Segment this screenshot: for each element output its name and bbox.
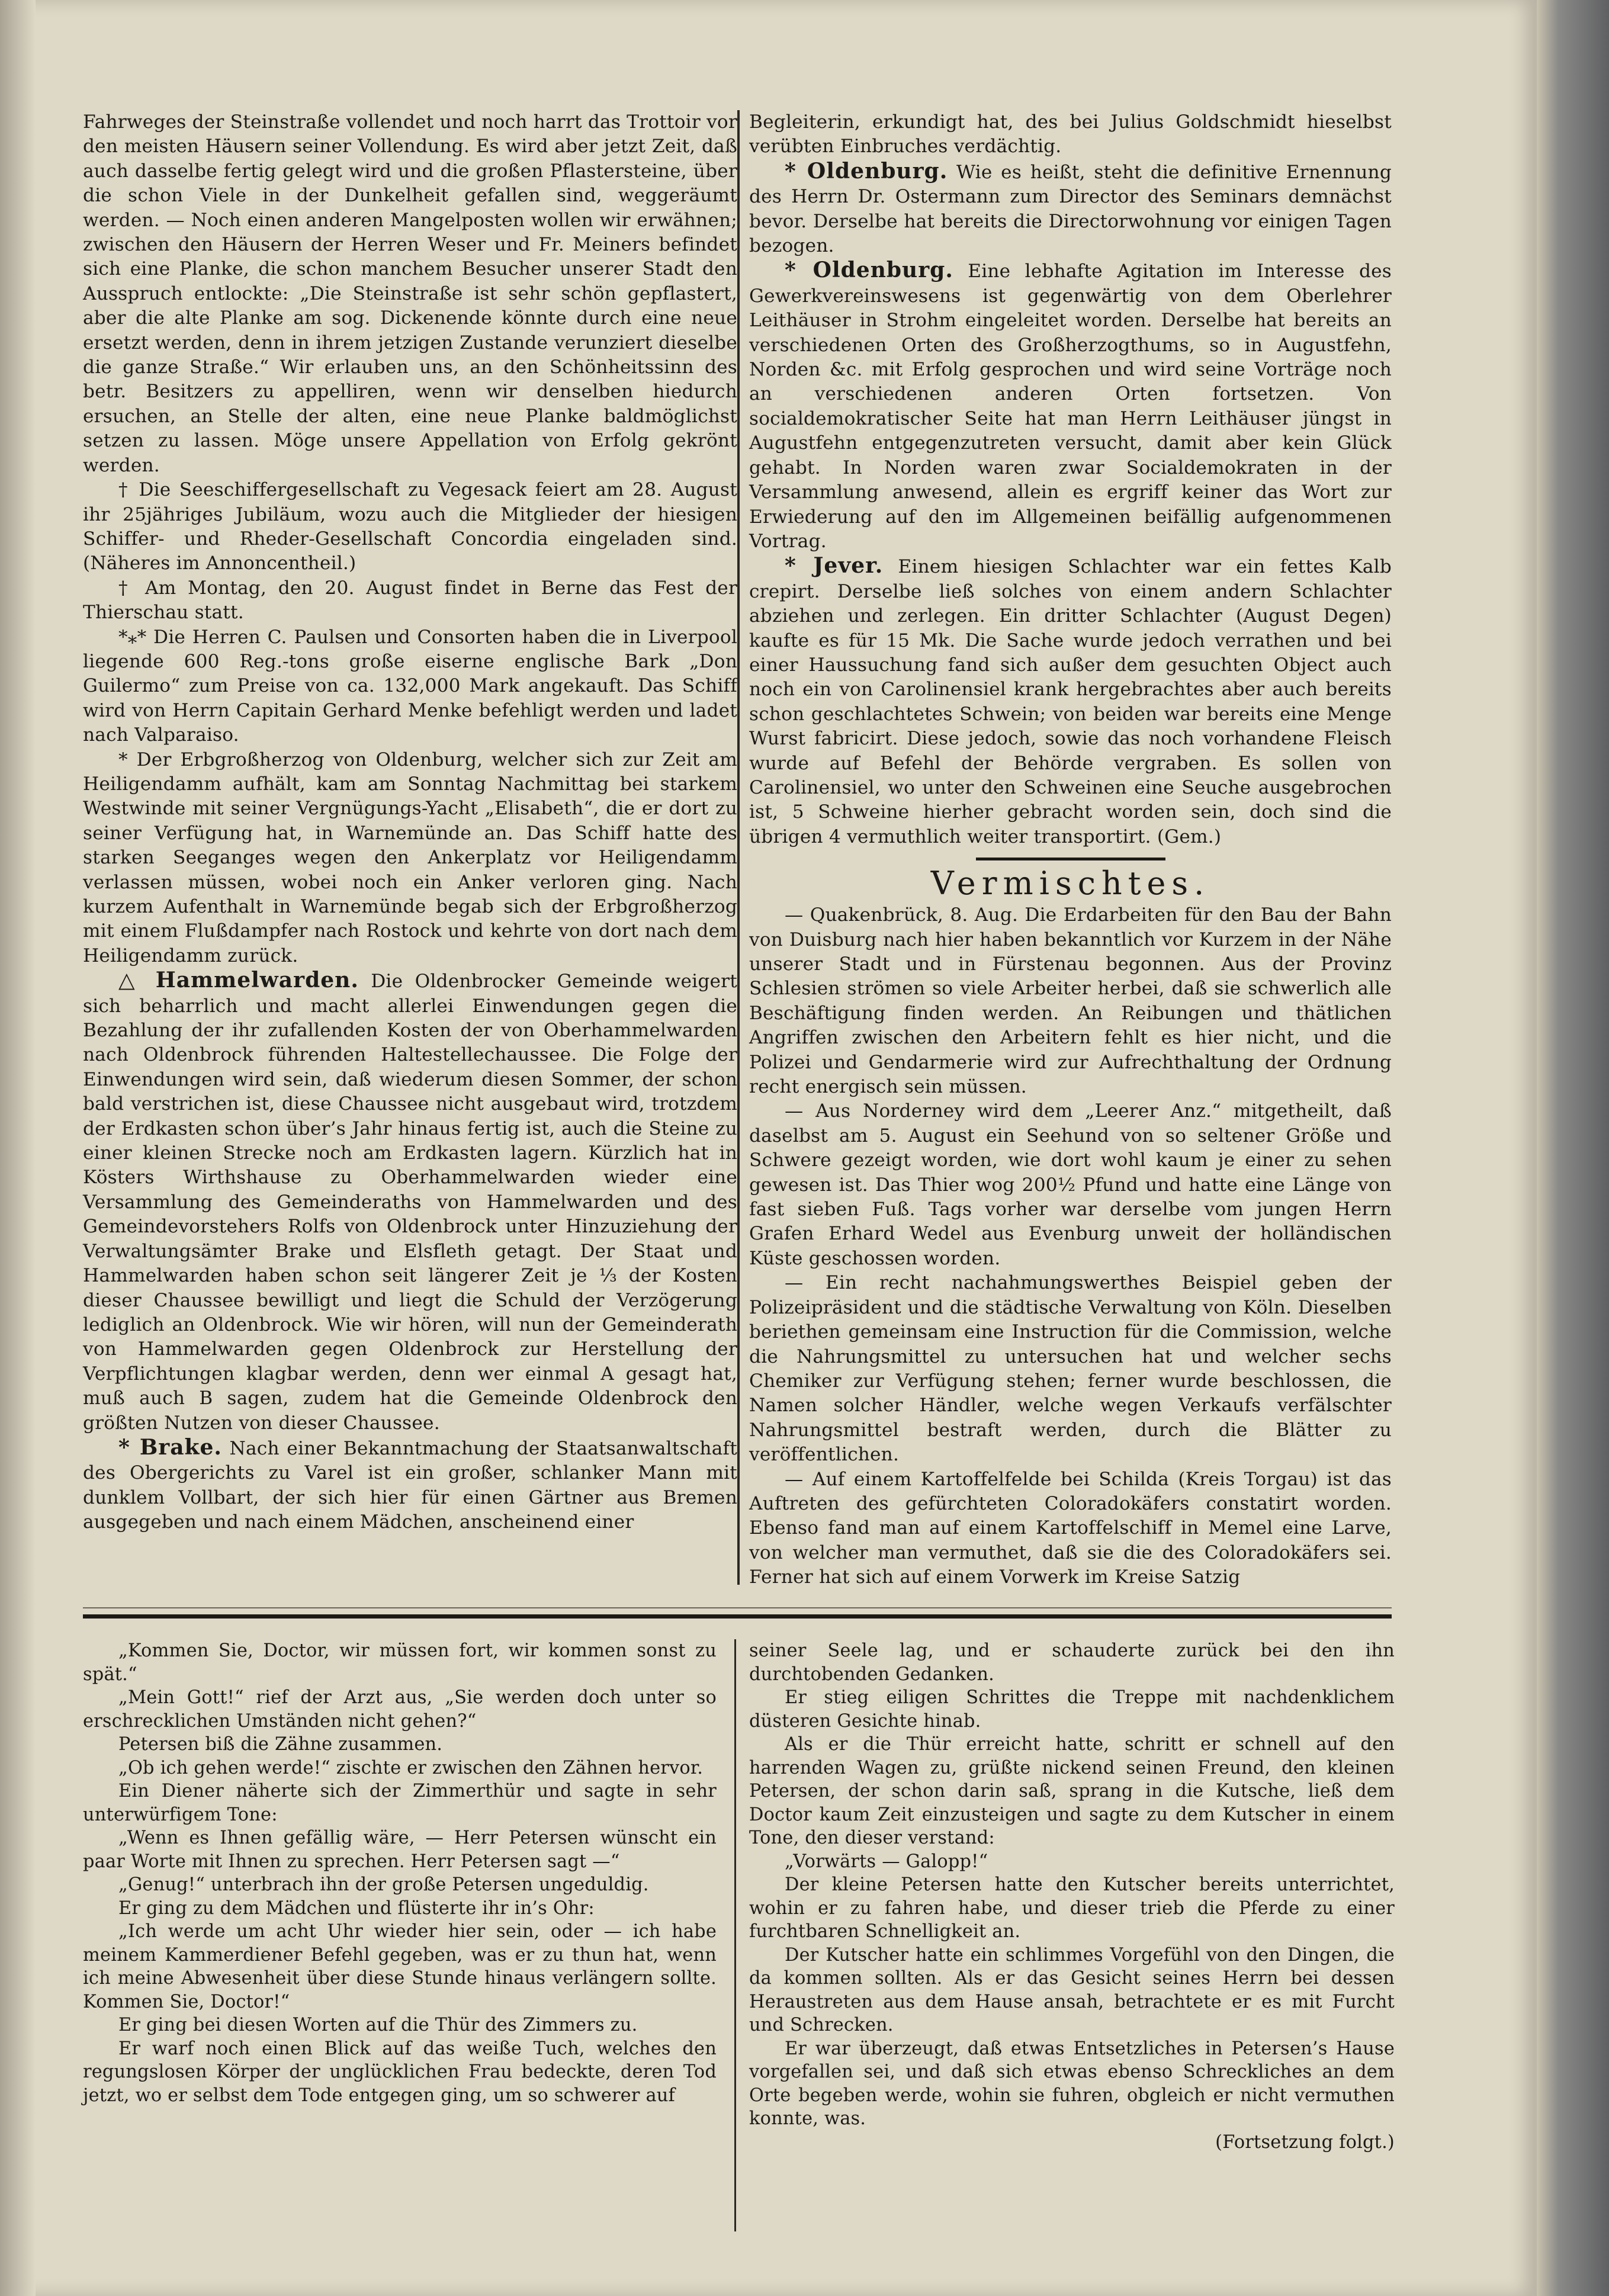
dateline: * Oldenburg. — [785, 158, 948, 184]
paragraph: * Der Erbgroßherzog von Oldenburg, welcher sich zur Zeit am Heiligendamm aufhält, kam am Sonntag Nachmittag bei starkem Westwinde mit seiner Vergnügungs-Yacht „Elisabeth“, die er dort zu seiner Verfügung hat, in Warnemünde an. Das Schiff hatte des starken Seeganges wegen den Ankerplatz vor Heiligendamm verlassen müssen, wobei noch ein Anker verloren ging. Nach kurzem Aufenthalt in Warnemünde begab sich der Erbgroßherzog mit einem Flußdampfer nach Rostock und kehrte von dort nach dem Heiligendamm zurück. — [83, 749, 737, 966]
article-text: Wie es heißt, steht die definitive Ernennung des Herrn Dr. Ostermann zum Director des Seminars demnächst bevor. Derselbe hat bereits die Directorwohnung vor einigen Tagen bezogen. — [749, 161, 1392, 257]
story-paragraph: Er stieg eiligen Schrittes die Treppe mit nachdenklichem düsteren Gesichte hinab. — [749, 1687, 1395, 1732]
article-brake — [83, 1436, 737, 1535]
story-paragraph: Als er die Thür erreicht hatte, schritt er schnell auf den harrenden Wagen zu, grüßte nickend seinen Freund, den kleinen Petersen, der schon darin saß, sprang in die Kutsche, ließ dem Doctor kaum Zeit einzusteigen und sagte zu dem Kutscher in einem Tone, den dieser verstand: — [749, 1734, 1395, 1848]
story-paragraph: Er warf noch einen Blick auf das weiße Tuch, welches den regungslosen Körper der unglücklichen Frau bedeckte, deren Tod jetzt, wo er selbst dem Tode entgegen ging, um so schwerer auf — [83, 2038, 717, 2106]
story-paragraph: „Vorwärts — Galopp!“ — [785, 1851, 988, 1872]
story-paragraph: „Kommen Sie, Doctor, wir müssen fort, wir kommen sonst zu spät.“ — [83, 1640, 717, 1685]
article-text: Die Oldenbrocker Gemeinde weigert sich beharrlich und macht allerlei Einwendungen gegen die Bezahlung der ihr zufallenden Kosten der von Oberhammelwarden nach Oldenbrock führenden Haltestellechaussee. Die Folge der Einwendungen wird sein, daß wiederum diesen Sommer, der schon bald verstrichen ist, diese Chaussee nicht ausgebaut wird, trotzdem der Erdkasten schon über’s Jahr hinaus fertig ist, auch die Steine zu einer kleinen Strecke noch am Erdkasten lagern. Kürzlich hat in Kösters Wirthshause zu Oberhammelwarden wieder eine Versammlung des Gemeinderaths von Hammelwarden und des Gemeindevorstehers Rolfs von Oldenbrock unter Hinzuziehung der Verwaltungsämter Brake und Elsfleth getagt. Der Staat und Hammelwarden haben schon seit längerer Zeit je ⅓ der Kosten dieser Chaussee bewilligt und liegt die Schuld der Verzögerung lediglich an Oldenbrock. Wie wir hören, will nun der Gemeinderath von Hammelwarden gegen Oldenbrock zur Herstellung der Verpflichtungen klagbar werden, denn wer einmal A gesagt hat, muß auch B sagen, zudem hat die Gemeinde Oldenbrock den größten Nutzen von dieser Chaussee. — [83, 971, 737, 1434]
story-paragraph: „Wenn es Ihnen gefällig wäre, — Herr Petersen wünscht ein paar Worte mit Ihnen zu sprechen. Herr Petersen sagt —“ — [83, 1828, 717, 1872]
feuilleton-rule-thin — [83, 1607, 1392, 1608]
news-item: — Auf einem Kartoffelfelde bei Schilda (Kreis Torgau) ist das Auftreten des gefürchteten Coloradokäfers constatirt worden. Ebenso fand man auf einem Kartoffelschiff in Memel eine Larve, von welcher man vermuthet, daß sie die des Coloradokäfers sei. Ferner hat sich auf einem Vorwerk im Kreise Satzig — [749, 1468, 1392, 1588]
story-paragraph: Der Kutscher hatte ein schlimmes Vorgefühl von den Dingen, die da kommen sollten. Als er das Gesicht seines Herrn bei dessen Heraustreten aus dem Hause ansah, betrachtete er es mit Furcht und Schrecken. — [749, 1944, 1395, 2035]
paragraph: Fahrweges der Steinstraße vollendet und noch harrt das Trottoir vor den meisten Häusern seiner Vollendung. Es wird aber jetzt Zeit, daß auch dasselbe fertig gelegt wird und die großen Pflastersteine, über die schon Viele in der Dunkelheit gefallen sind, weggeräumt werden. — Noch einen anderen Mangelposten wollen wir erwähnen; zwischen den Häusern der Herren Weser und Fr. Meiners befindet sich eine Planke, die schon manchem Besucher unserer Stadt den Ausspruch entlockte: „Die Steinstraße ist sehr schön gepflastert, aber die alte Planke am sog. Dickenende könnte durch eine neue ersetzt werden, denn in ihrem jetzigen Zustande verunziert dieselbe die ganze Straße.“ Wir erlauben uns, an den Schönheitssinn des betr. Besitzers zu appelliren, wenn wir denselben hiedurch ersuchen, an Stelle der alten, eine neue Planke baldmöglichst setzen zu lassen. Möge unsere Appellation von Erfolg gekrönt werden. — [83, 111, 737, 476]
dateline: * Oldenburg. — [785, 258, 953, 283]
article-oldenburg-2 — [749, 258, 1392, 554]
dateline: * Brake. — [118, 1434, 222, 1460]
story-paragraph: „Ob ich gehen werde!“ zischte er zwischen den Zähnen hervor. — [118, 1757, 704, 1778]
article-oldenburg-1 — [749, 159, 1392, 259]
story-paragraph: seiner Seele lag, und er schauderte zurück bei den ihn durchtobenden Gedanken. — [749, 1640, 1395, 1685]
column-divider — [737, 110, 740, 1585]
feuilleton-rule — [83, 1614, 1392, 1619]
article-jever — [749, 554, 1392, 849]
article-text: Eine lebhafte Agitation im Interesse des Gewerkvereinswesens ist gegenwärtig von dem Oberlehrer Leithäuser in Strohm eingeleitet worden. Derselbe hat bereits an verschiedenen Orten des Großherzogthums, so in Augustfehn, Norden &c. mit Erfolg gesprochen und wird seine Vorträge noch an verschiedenen anderen Orten fortsetzen. Von socialdemokratischer Seite hat man Herrn Leithäuser jüngst in Augustfehn entgegenzutreten versucht, damit aber kein Glück gehabt. In Norden waren zwar Socialdemokraten in der Versammlung anwesend, allein es ergriff keiner das Wort zur Erwiederung auf den im Allgemeinen beifällig aufgenommenen Vortrag. — [749, 261, 1392, 552]
story-paragraph: Er war überzeugt, daß etwas Entsetzliches in Petersen’s Hause vorgefallen sei, und daß sich etwas ebenso Schreckliches an dem Orte begeben werde, wohin sie fuhren, obgleich er nicht vermuthen konnte, was. — [749, 2038, 1395, 2129]
story-paragraph: „Ich werde um acht Uhr wieder hier sein, oder — ich habe meinem Kammerdiener Befehl gegeben, was er zu thun hat, wenn ich meine Abwesenheit über diese Stunde hinaus verlängern sollte. Kommen Sie, Doctor!“ — [83, 1921, 717, 2012]
story-paragraph: „Genug!“ unterbrach ihn der große Petersen ungeduldig. — [118, 1874, 649, 1895]
article-hammelwarden — [83, 968, 737, 1436]
feuilleton-left-column — [83, 1639, 717, 2107]
story-paragraph: Er ging bei diesen Worten auf die Thür des Zimmers zu. — [118, 2015, 638, 2035]
story-paragraph: Petersen biß die Zähne zusammen. — [118, 1734, 443, 1755]
paragraph: *⁎* Die Herren C. Paulsen und Consorten haben die in Liverpool liegende 600 Reg.-tons große eiserne englische Bark „Don Guilermo“ zum Preise von ca. 132,000 Mark angekauft. Das Schiff wird von Herrn Capitain Gerhard Menke befehligt werden und ladet nach Valparaiso. — [83, 626, 737, 746]
page-edge — [1537, 0, 1609, 2296]
paragraph: † Die Seeschiffergesellschaft zu Vegesack feiert am 28. August ihr 25jähriges Jubiläum, wozu auch die Mitglieder der hiesigen Schiffer- und Rheder-Gesellschaft Concordia eingeladen sind. (Näheres im Annoncentheil.) — [83, 479, 737, 574]
news-item: — Ein recht nachahmungswerthes Beispiel geben der Polizeipräsident und die städtische Verwaltung von Köln. Dieselben beriethen gemeinsam eine Instruction für die Commission, welche die Nahrungsmittel zu untersuchen hat und welcher sechs Chemiker zur Verfügung stehen; ferner wurde beschlossen, die Namen solcher Händler, welche wegen Verkaufs verfälschter Nahrungsmittel bestraft werden, durch die Blätter zu veröffentlichen. — [749, 1272, 1392, 1466]
feuilleton-column-divider — [734, 1639, 736, 2231]
paragraph: † Am Montag, den 20. August findet in Berne das Fest der Thierschau statt. — [83, 577, 737, 624]
story-paragraph: Der kleine Petersen hatte den Kutscher bereits unterrichtet, wohin er zu fahren habe, und dieser trieb die Pferde zu einer furchtbaren Schnelligkeit an. — [749, 1874, 1395, 1942]
dateline: * Jever. — [785, 553, 884, 579]
section-rule — [976, 858, 1165, 860]
article-text: Nach einer Bekanntmachung der Staatsanwaltschaft des Obergerichts zu Varel ist ein großer, schlanker Mann mit dunklem Vollbart, der sich hier für einen Gärtner aus Bremen ausgegeben und nach einem Mädchen, anscheinend einer — [83, 1437, 737, 1533]
upper-right-column — [749, 110, 1392, 1590]
article-text: Einem hiesigen Schlachter war ein fettes Kalb crepirt. Derselbe ließ solches von einem andern Schlachter abziehen und zerlegen. Ein dritter Schlachter (August Degen) kaufte es für 15 Mk. Die Sache wurde jedoch verrathen und bei einer Haussuchung fand sich außer dem gesuchten Object auch noch ein von Carolinensiel krank hergebrachtes aber auch bereits schon geschlachtetes Schwein; von beiden war bereits eine Menge Wurst fabricirt. Diese jedoch, sowie das noch vorhandene Fleisch wurde auf Befehl der Behörde vergraben. Es sollen von Carolinensiel, wo unter den Schweinen eine Seuche ausgebrochen ist, 5 Schweine hierher gebracht worden sein, doch sind die übrigen 4 vermuthlich weiter transportirt. (Gem.) — [749, 556, 1392, 847]
dateline: △ Hammelwarden. — [118, 968, 359, 993]
paragraph: Begleiterin, erkundigt hat, des bei Julius Goldschmidt hieselbst verübten Einbruches verdächtig. — [749, 111, 1392, 158]
story-paragraph: Er ging zu dem Mädchen und flüsterte ihr in’s Ohr: — [118, 1897, 595, 1919]
story-paragraph: „Mein Gott!“ rief der Arzt aus, „Sie werden doch unter so erschrecklichen Umständen nicht gehen?“ — [83, 1687, 717, 1732]
page-gutter-shadow — [0, 0, 36, 2296]
section-title: Vermischtes. — [930, 865, 1210, 903]
news-item: — Quakenbrück, 8. Aug. Die Erdarbeiten für den Bau der Bahn von Duisburg nach hier haben bekanntlich vor Kurzem in der Nähe unserer Stadt und in Fürstenau begonnen. Aus der Provinz Schlesien strömen so viele Arbeiter herbei, daß sie schwerlich alle Beschäftigung finden werden. An Reibungen und thätlichen Angriffen zwischen den Arbeitern fehlt es hier nicht, und die Polizei und Gendarmerie wird zur Aufrechthaltung der Ordnung recht energisch sein müssen. — [749, 904, 1392, 1098]
upper-left-column — [83, 110, 737, 1535]
feuilleton-right-column — [749, 1639, 1395, 2154]
news-item: — Aus Norderney wird dem „Leerer Anz.“ mitgetheilt, daß daselbst am 5. August ein Seehund von so seltener Größe und Schwere gezeigt worden, wie dort wohl kaum je einer zu sehen gewesen ist. Das Thier wog 200½ Pfund und hatte eine Länge von fast sieben Fuß. Tags vorher war derselbe vom jungen Herrn Grafen Erhard Wedel aus Evenburg unweit der holländischen Küste geschossen worden. — [749, 1100, 1392, 1269]
continuation-note: (Fortsetzung folgt.) — [1215, 2131, 1395, 2153]
story-paragraph: Ein Diener näherte sich der Zimmerthür und sagte in sehr unterwürfigem Tone: — [83, 1781, 717, 1825]
